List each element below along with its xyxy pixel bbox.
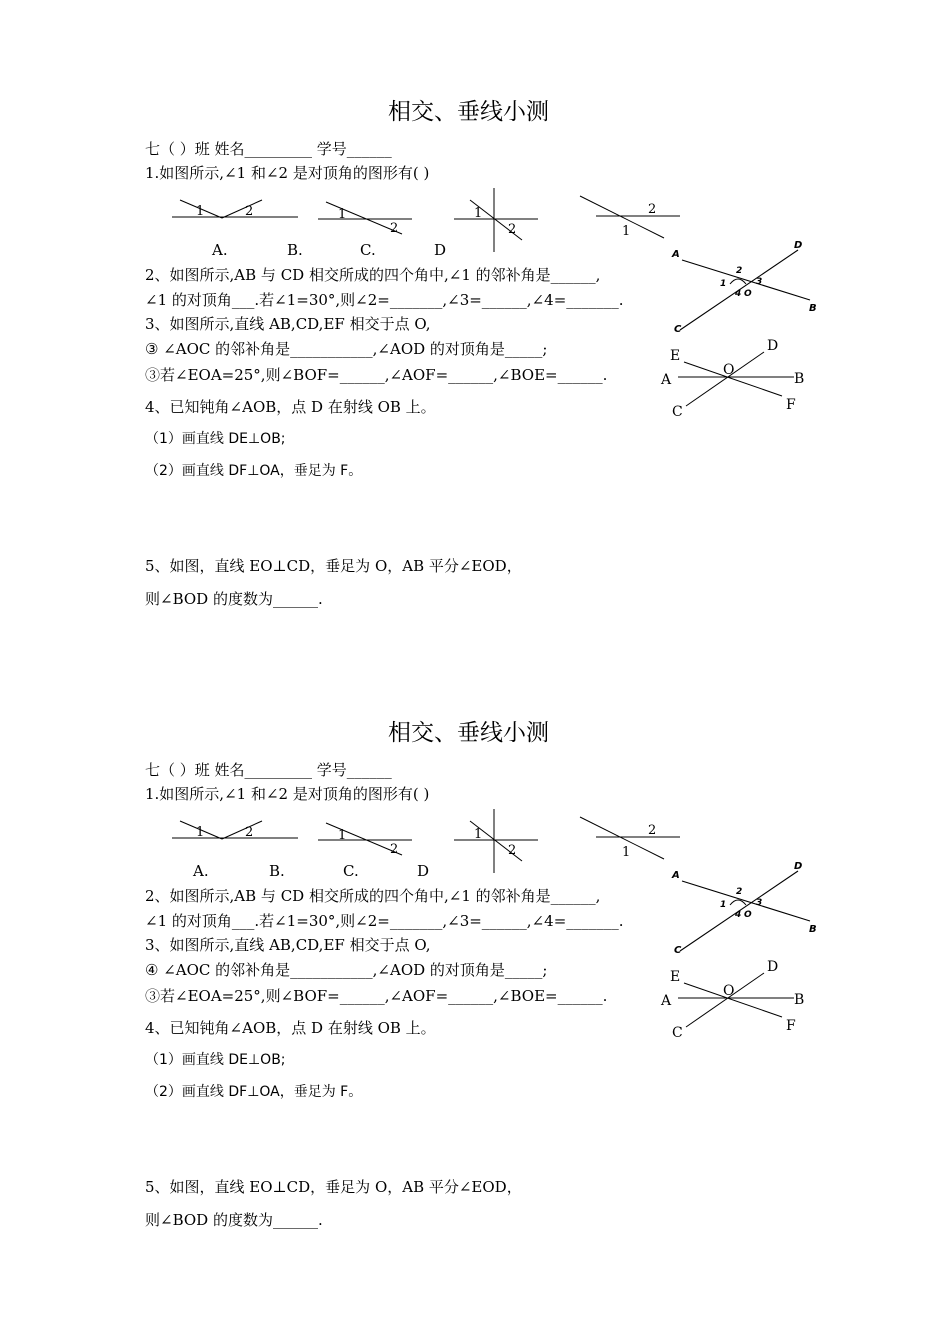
point-c-label: C: [672, 1025, 683, 1041]
point-b-label: B: [809, 924, 817, 935]
question-3-line-1: 3、如图所示,直线 AB,CD,EF 相交于点 O,: [145, 315, 431, 333]
option-d: D: [434, 241, 447, 259]
question-1: 1.如图所示,∠1 和∠2 是对顶角的图形有( ): [145, 164, 430, 182]
point-f-label: F: [786, 1018, 796, 1034]
angle-4-label: 4: [735, 910, 742, 920]
quiz-title: 相交、垂线小测: [388, 99, 549, 125]
class-name-id-line: 七（ ）班 姓名_________ 学号______: [145, 761, 392, 779]
angle-1-label: 1: [720, 900, 727, 910]
angle-1-label: 1: [720, 279, 727, 289]
q1-figure-a: [170, 197, 300, 227]
question-3-line-2-text: ∠AOC 的邻补角是___________,∠AOD 的对顶角是_____;: [158, 961, 548, 979]
q1-figure-a: [170, 818, 300, 848]
question-2-line-2: ∠1 的对顶角___.若∠1=30°,则∠2=_______,∠3=______,∠4=_______.: [145, 912, 624, 930]
question-4-sub-1: （1）画直线 DE⊥OB;: [145, 431, 286, 447]
point-d-label: D: [767, 959, 779, 975]
q2-intersecting-lines-figure: [668, 238, 828, 338]
option-a: A.: [193, 862, 209, 880]
angle-1-label: 1: [338, 207, 347, 222]
point-c-label: C: [674, 945, 682, 956]
angle-2-label: 2: [245, 825, 254, 840]
option-b: B.: [269, 862, 285, 880]
point-b-label: B: [794, 992, 805, 1008]
angle-2-label: 2: [508, 222, 517, 237]
quiz-copy-1: [0, 0, 950, 640]
angle-1-label: 1: [338, 828, 347, 843]
angle-2-label: 2: [648, 823, 657, 838]
angle-2-label: 2: [736, 887, 743, 897]
question-4-sub-2: （2）画直线 DF⊥OA，垂足为 F。: [145, 463, 363, 479]
point-b-label: B: [794, 371, 805, 387]
item-marker: ③: [145, 340, 159, 358]
q3-three-lines-figure: [656, 338, 816, 423]
point-c-label: C: [672, 404, 683, 420]
question-4-line-1: 4、已知钝角∠AOB，点 D 在射线 OB 上。: [145, 1019, 436, 1037]
angle-3-label: 3: [756, 898, 763, 908]
point-e-label: E: [670, 969, 681, 985]
point-c-label: C: [674, 324, 682, 335]
point-b-label: B: [809, 303, 817, 314]
angle-3-label: 3: [756, 277, 763, 287]
point-a-label: A: [661, 993, 672, 1009]
q1-figure-c: [452, 186, 542, 256]
angle-1-label: 1: [474, 206, 483, 221]
question-3-line-1: 3、如图所示,直线 AB,CD,EF 相交于点 O,: [145, 936, 431, 954]
question-3-line-2: [145, 961, 547, 979]
point-a-label: A: [661, 372, 672, 388]
question-2-line-2: ∠1 的对顶角___.若∠1=30°,则∠2=_______,∠3=______,∠4=_______.: [145, 291, 624, 309]
angle-2-label: 2: [390, 842, 399, 857]
quiz-title: 相交、垂线小测: [388, 720, 549, 746]
point-o-label: O: [744, 910, 752, 920]
question-4-sub-2: （2）画直线 DF⊥OA，垂足为 F。: [145, 1084, 363, 1100]
option-c: C.: [343, 862, 359, 880]
question-3-line-2: [145, 340, 547, 358]
point-o-label: O: [723, 983, 735, 999]
point-d-label: D: [794, 861, 803, 872]
question-1: 1.如图所示,∠1 和∠2 是对顶角的图形有( ): [145, 785, 430, 803]
angle-1-label: 1: [196, 825, 205, 840]
question-2-line-1: 2、如图所示,AB 与 CD 相交所成的四个角中,∠1 的邻补角是______,: [145, 887, 601, 905]
point-f-label: F: [786, 397, 796, 413]
question-5-line-2: 则∠BOD 的度数为______.: [145, 1211, 323, 1229]
class-name-id-line: 七（ ）班 姓名_________ 学号______: [145, 140, 392, 158]
question-2-line-1: 2、如图所示,AB 与 CD 相交所成的四个角中,∠1 的邻补角是______,: [145, 266, 601, 284]
point-e-label: E: [670, 348, 681, 364]
q1-figure-b: [316, 198, 416, 238]
q3-three-lines-figure: [656, 959, 816, 1044]
angle-2-label: 2: [736, 266, 743, 276]
question-4-line-1: 4、已知钝角∠AOB，点 D 在射线 OB 上。: [145, 398, 436, 416]
question-5-line-2: 则∠BOD 的度数为______.: [145, 590, 323, 608]
q1-figure-c: [452, 807, 542, 877]
point-d-label: D: [794, 240, 803, 251]
point-o-label: O: [744, 289, 752, 299]
angle-1-label: 1: [622, 224, 631, 239]
question-5-line-1: 5、如图，直线 EO⊥CD，垂足为 O，AB 平分∠EOD，: [145, 1178, 522, 1196]
q1-figure-b: [316, 819, 416, 859]
angle-1-label: 1: [622, 845, 631, 860]
point-a-label: A: [672, 870, 680, 881]
point-a-label: A: [672, 249, 680, 260]
question-5-line-1: 5、如图，直线 EO⊥CD，垂足为 O，AB 平分∠EOD，: [145, 557, 522, 575]
point-d-label: D: [767, 338, 779, 354]
angle-2-label: 2: [508, 843, 517, 858]
q1-figure-d: [576, 814, 686, 864]
option-b: B.: [287, 241, 303, 259]
angle-2-label: 2: [648, 202, 657, 217]
option-d: D: [417, 862, 430, 880]
angle-2-label: 2: [245, 204, 254, 219]
option-a: A.: [212, 241, 228, 259]
angle-2-label: 2: [390, 221, 399, 236]
option-c: C.: [360, 241, 376, 259]
angle-1-label: 1: [196, 204, 205, 219]
item-marker: ④: [145, 961, 159, 979]
question-4-sub-1: （1）画直线 DE⊥OB;: [145, 1052, 286, 1068]
q2-intersecting-lines-figure: [668, 859, 828, 959]
question-3-line-3: ③若∠EOA=25°,则∠BOF=______,∠AOF=______,∠BOE=______.: [145, 987, 608, 1005]
angle-4-label: 4: [735, 289, 742, 299]
point-o-label: O: [723, 362, 735, 378]
angle-1-label: 1: [474, 827, 483, 842]
question-3-line-2-text: ∠AOC 的邻补角是___________,∠AOD 的对顶角是_____;: [158, 340, 548, 358]
quiz-copy-2: [0, 621, 950, 1261]
question-3-line-3: ③若∠EOA=25°,则∠BOF=______,∠AOF=______,∠BOE=______.: [145, 366, 608, 384]
q1-figure-d: [576, 193, 686, 243]
